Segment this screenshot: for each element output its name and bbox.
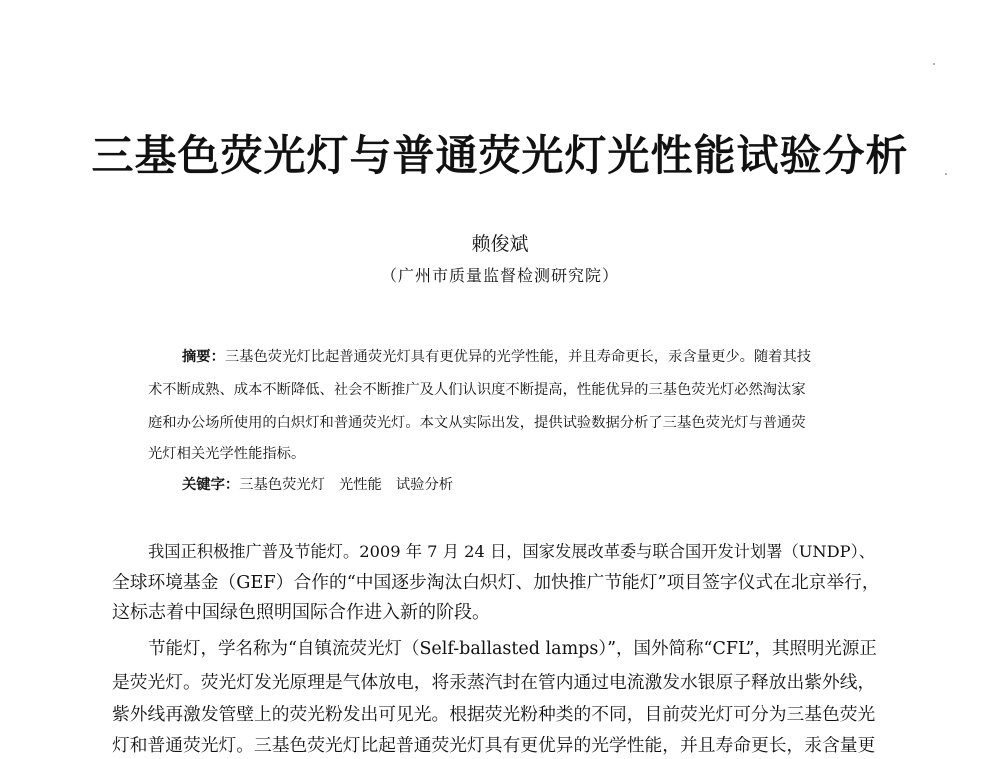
author-name: 赖俊斌	[471, 233, 529, 255]
keyword-item: 光性能	[338, 477, 382, 493]
abstract-line: 术不断成熟、成本不断降低、社会不断推广及人们认识度不断提高，性能优异的三基色荧光灯必然淘汰家	[148, 382, 806, 398]
keyword-item: 试验分析	[395, 477, 454, 493]
body-line: 这标志着中国绿色照明国际合作进入新的阶段。	[112, 602, 490, 623]
body-line: 灯和普通荧光灯。三基色荧光灯比起普通荧光灯具有更优异的光学性能，并且寿命更长，汞含量更	[112, 736, 876, 756]
abstract-line: 光灯相关光学性能指标。	[148, 446, 306, 462]
author-affiliation: （广州市质量监督检测研究院）	[380, 266, 619, 285]
body-line: 我国正积极推广普及节能灯。2009 年 7 月 24 日，国家发展改革委与联合国开发计划署（UNDP）、	[148, 542, 875, 561]
scan-speck	[945, 173, 947, 175]
body-line: 节能灯，学名称为“自镇流荧光灯（Self-ballasted lamps）”，国外简称“CFL”，其照明光源正	[148, 639, 877, 659]
abstract-label: 摘要：	[182, 349, 225, 365]
paper-title: 三基色荧光灯与普通荧光灯光性能试验分析	[91, 131, 909, 180]
keyword-item: 三基色荧光灯	[239, 477, 325, 493]
body-line: 是荧光灯。荧光灯发光原理是气体放电，将汞蒸汽封在管内通过电流激发水银原子释放出紫外线，	[112, 673, 876, 693]
scan-speck	[933, 63, 935, 65]
body-line: 全球环境基金（GEF）合作的“中国逐步淘汰白炽灯、加快推广节能灯”项目签字仪式在北京举行，	[112, 573, 880, 593]
abstract-line: 庭和办公场所使用的白炽灯和普通荧光灯。本文从实际出发，提供试验数据分析了三基色荧光灯与普通荧	[148, 415, 806, 431]
abstract-line: 摘要：三基色荧光灯比起普通荧光灯具有更优异的光学性能，并且寿命更长，汞含量更少。随着其技	[182, 349, 812, 365]
body-line: 紫外线再激发管壁上的荧光粉发出可见光。根据荧光粉种类的不同，目前荧光灯可分为三基色荧光	[112, 705, 876, 725]
keywords	[182, 474, 467, 496]
keywords-label: 关键字：	[182, 477, 240, 493]
